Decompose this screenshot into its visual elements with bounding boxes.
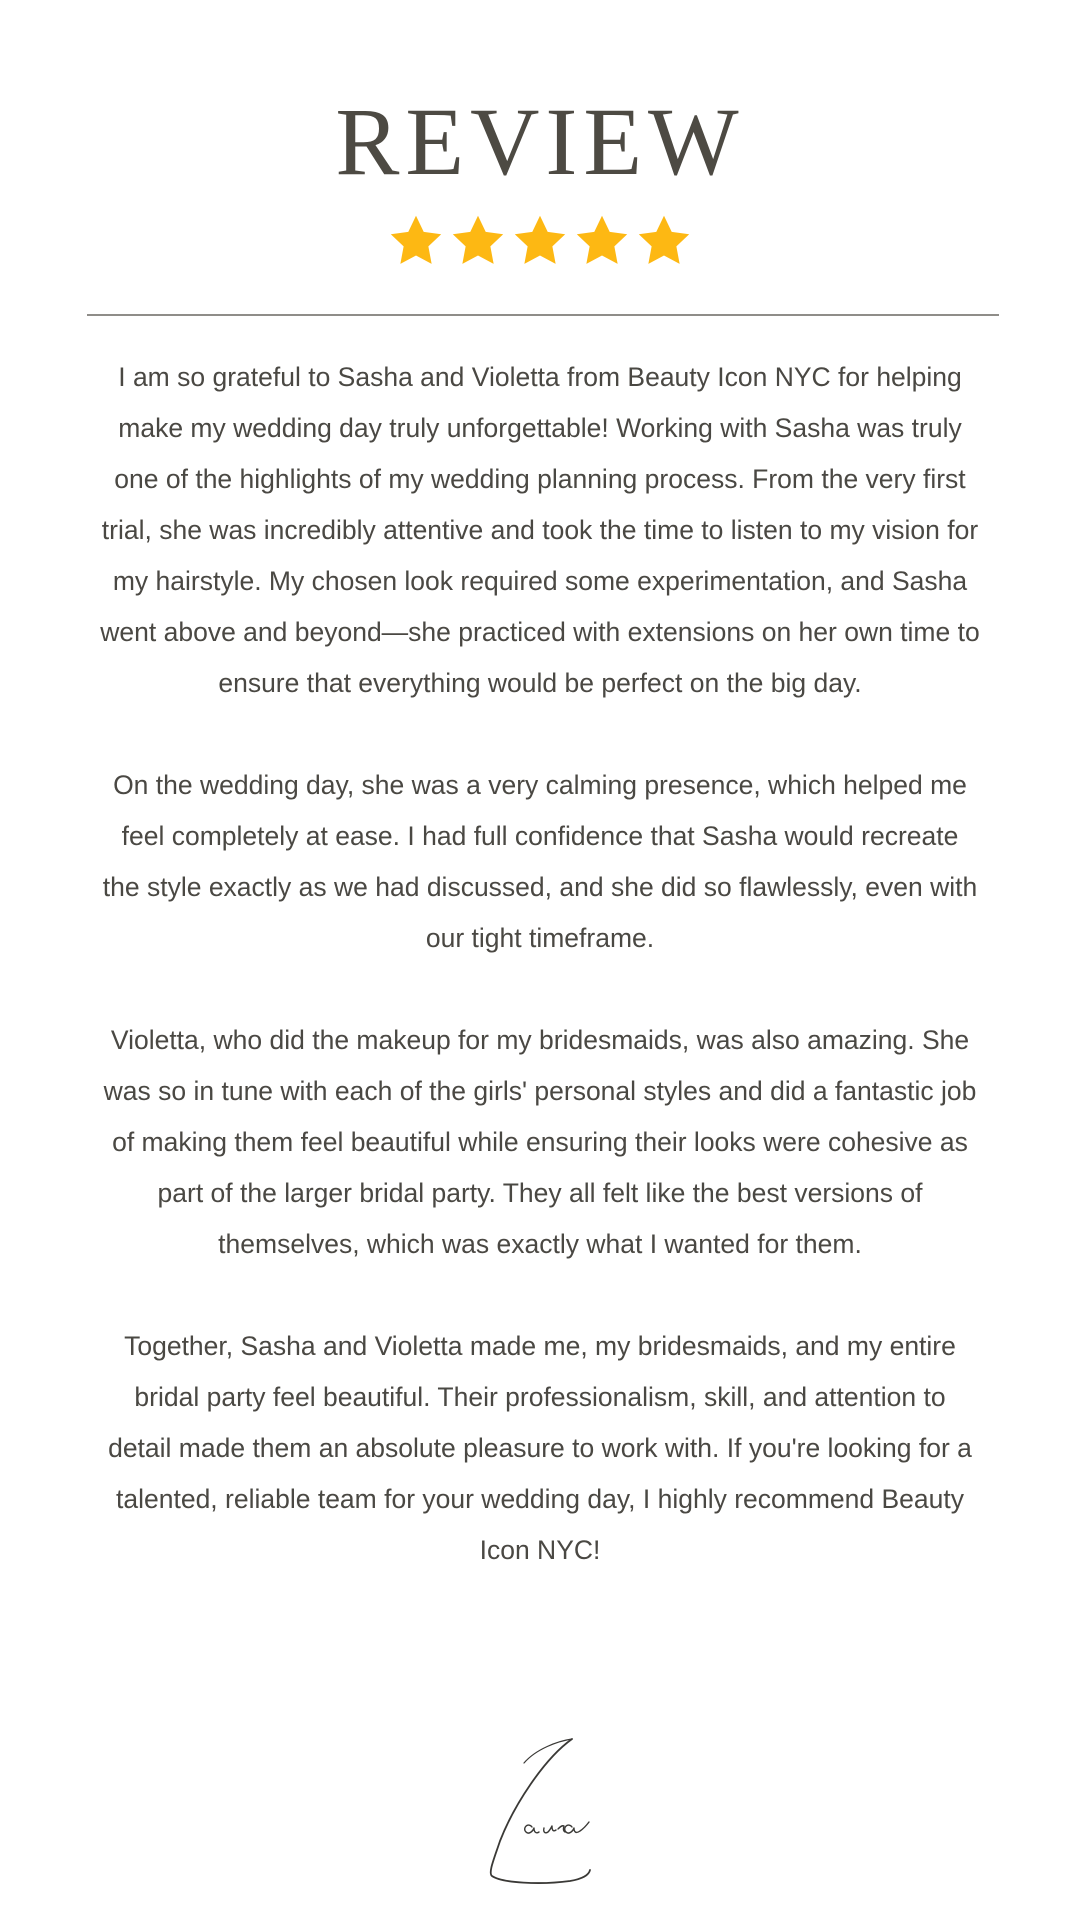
review-paragraph: Together, Sasha and Violetta made me, my bridesmaids, and my entire bridal party feel beautiful. Their professionalism, skill, and attention to detail made them an absolute pleasure to work with. If you're looking for a talented, reliable team for your wedding day, I highly recommend Beauty Icon NYC! bbox=[108, 1331, 972, 1565]
star-rating bbox=[0, 213, 1080, 269]
star-icon bbox=[636, 213, 692, 269]
star-icon bbox=[512, 213, 568, 269]
page-title: REVIEW bbox=[335, 88, 745, 195]
review-paragraph: I am so grateful to Sasha and Violetta from Beauty Icon NYC for helping make my wedding day truly unforgettable! Working with Sasha was truly one of the highlights of my wedding planning process. From the very first trial, she was incredibly attentive and took the time to listen to my vision for my hairstyle. My chosen look required some experimentation, and Sasha went above and beyond—she practiced with extensions on her own time to ensure that everything would be perfect on the big day. bbox=[100, 362, 980, 698]
star-icon bbox=[574, 213, 630, 269]
divider bbox=[87, 314, 999, 316]
signature bbox=[440, 1735, 640, 1885]
review-paragraph: Violetta, who did the makeup for my bridesmaids, was also amazing. She was so in tune with each of the girls' personal styles and did a fantastic job of making them feel beautiful while ensuring their looks were cohesive as part of the larger bridal party. They all felt like the best versions of themselves, which was exactly what I wanted for them. bbox=[103, 1025, 977, 1259]
review-body bbox=[100, 352, 980, 1627]
review-paragraph: On the wedding day, she was a very calming presence, which helped me feel completely at ease. I had full confidence that Sasha would recreate the style exactly as we had discussed, and she did so flawlessly, even with our tight timeframe. bbox=[102, 770, 978, 953]
star-icon bbox=[388, 213, 444, 269]
star-icon bbox=[450, 213, 506, 269]
